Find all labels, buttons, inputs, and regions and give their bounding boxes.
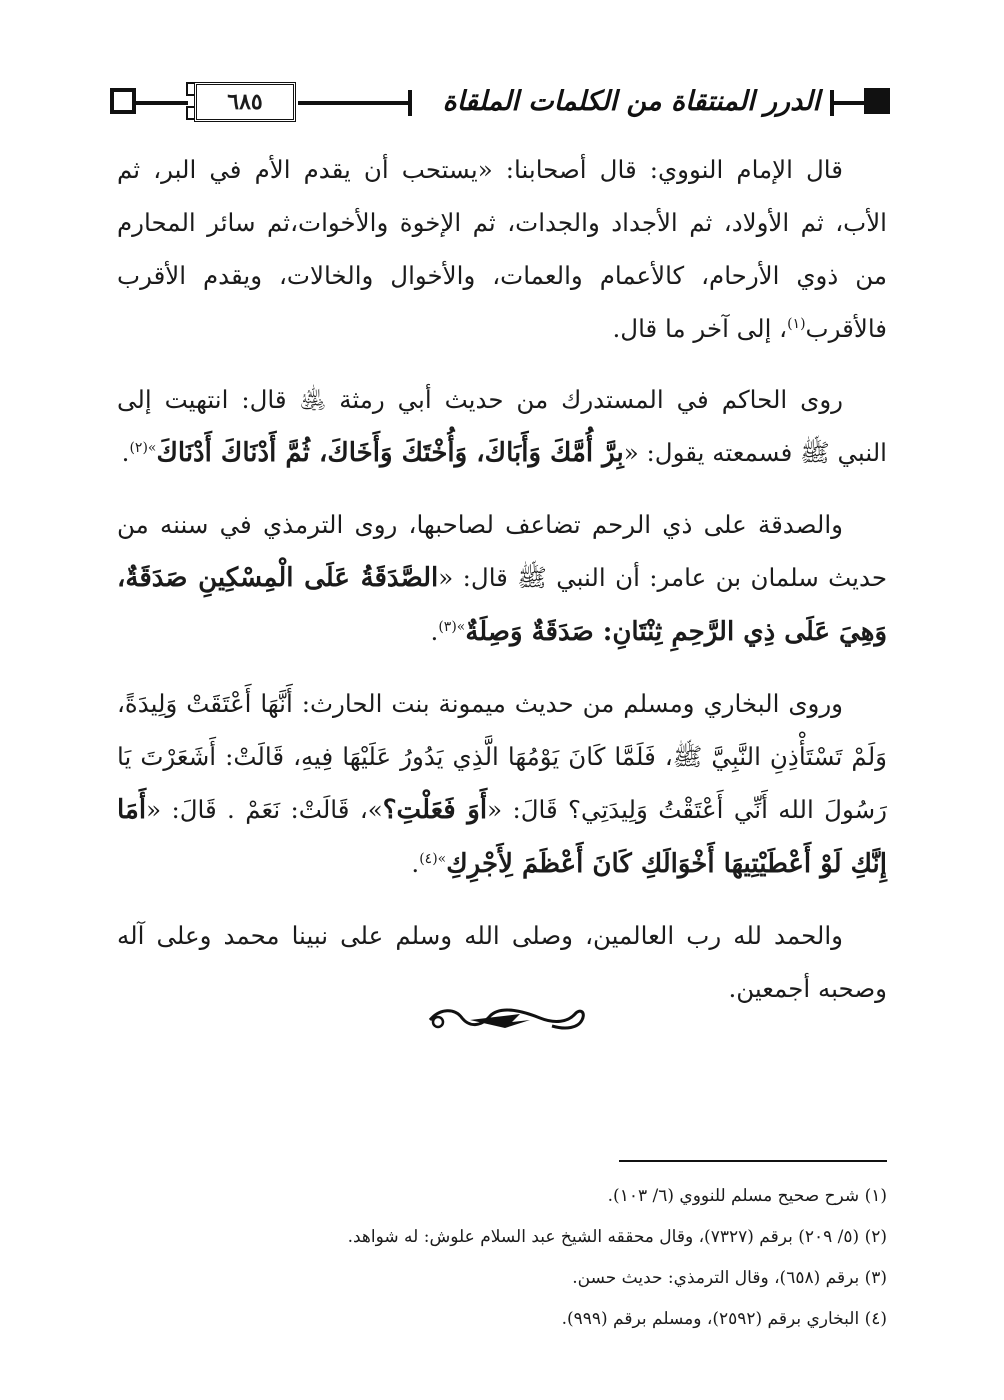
page-number: ٦٨٥ (194, 82, 296, 122)
footnote: (٤) البخاري برقم (٢٥٩٢)، ومسلم برقم (٩٩٩). (561, 1309, 887, 1329)
paragraph: قال الإمام النووي: قال أصحابنا: «يستحب أن يقدم الأم في البر، ثم الأب، ثم الأولاد، ثم الأجداد والجدات، ثم الإخوة والأخوات،ثم سائر المحارم من ذوي الأرحام، كالأعمام والعمات، والأخوال والخالات، ويقدم الأقرب فالأقرب$^{(١)}$، إلى آخر ما قال. (117, 155, 887, 343)
running-header (110, 78, 890, 128)
paragraph: والحمد لله رب العالمين، وصلى الله وسلم على نبينا محمد وعلى آله وصحبه أجمعين. (117, 921, 887, 1003)
header-hollow-square-icon (110, 88, 136, 114)
footnote-ref: »(٣) (438, 618, 466, 635)
header-rule (834, 101, 864, 105)
hadith-text: أَوَ فَعَلْتِ؟ (382, 795, 488, 825)
footnote-ref: »(٢) (129, 439, 157, 456)
book-title: الدرر المنتقاة من الكلمات الملقاة (437, 80, 826, 124)
header-rule (298, 101, 408, 105)
header-square-icon (864, 88, 890, 114)
footnote-separator (619, 1160, 887, 1162)
main-text (117, 143, 887, 1033)
decorative-divider-icon (0, 1000, 1004, 1040)
header-rule (136, 101, 188, 105)
header-bar (830, 90, 834, 116)
footnote: (١) شرح صحيح مسلم للنووي (٦/ ١٠٣). (607, 1186, 887, 1206)
paragraph: والصدقة على ذي الرحم تضاعف لصاحبها، روى الترمذي في سننه من حديث سلمان بن عامر: أن النبي ﷺ قال: «الصَّدَقَةُ عَلَى الْمِسْكِينِ صَدَقَةٌ، وَهِيَ عَلَى ذِي الرَّحِمِ ثِنْتَانِ: صَدَقَةٌ وَصِلَةٌ$^{»(٣)}$. (117, 510, 887, 647)
hadith-text: بِرَّ أُمَّكَ وَأَبَاكَ، وَأُخْتَكَ وَأَخَاكَ، ثُمَّ أَدْنَاكَ أَدْنَاكَ (156, 438, 624, 468)
hadith-text: أَمَا إِنَّكِ لَوْ أَعْطَيْتِيهَا أَخْوَالَكِ كَانَ أَعْظَمَ لِأَجْرِكِ (117, 795, 887, 879)
footnote-ref: »(٤) (419, 850, 447, 867)
paragraph: وروى البخاري ومسلم من حديث ميمونة بنت الحارث: أَنَّهَا أَعْتَقَتْ وَلِيدَةً، وَلَمْ تَسْتَأْذِنِ النَّبِيَّ ﷺ، فَلَمَّا كَانَ يَوْمُهَا الَّذِي يَدُورُ عَلَيْهَا فِيهِ، قَالَتْ: أَشَعَرْتَ يَا رَسُولَ الله أَنِّي أَعْتَقْتُ وَلِيدَتِي؟ قَالَ: «أَوَ فَعَلْتِ؟»، قَالَتْ: نَعَمْ . قَالَ: «أَمَا إِنَّكِ لَوْ أَعْطَيْتِيهَا أَخْوَالَكِ كَانَ أَعْظَمَ لِأَجْرِكِ$^{»(٤)}$. (117, 689, 887, 879)
footnote: (٣) برقم (٦٥٨)، وقال الترمذي: حديث حسن. (572, 1268, 887, 1288)
header-bar (408, 90, 412, 116)
footnote-ref: (١) (787, 315, 806, 332)
footnote: (٢) (٥/ ٢٠٩) برقم (٧٣٢٧)، وقال محققه الشيخ عبد السلام علوش: له شواهد. (347, 1227, 887, 1247)
footnotes (117, 1176, 887, 1340)
paragraph: روى الحاكم في المستدرك من حديث أبي رمثة ﵁ قال: انتهيت إلى النبي ﷺ فسمعته يقول: «بِرَّ أُمَّكَ وَأَبَاكَ، وَأُخْتَكَ وَأَخَاكَ، ثُمَّ أَدْنَاكَ أَدْنَاكَ$^{»(٢)}$. (117, 385, 887, 468)
hadith-text: الصَّدَقَةُ عَلَى الْمِسْكِينِ صَدَقَةٌ، وَهِيَ عَلَى ذِي الرَّحِمِ ثِنْتَانِ: صَدَقَةٌ وَصِلَةٌ (117, 563, 887, 647)
